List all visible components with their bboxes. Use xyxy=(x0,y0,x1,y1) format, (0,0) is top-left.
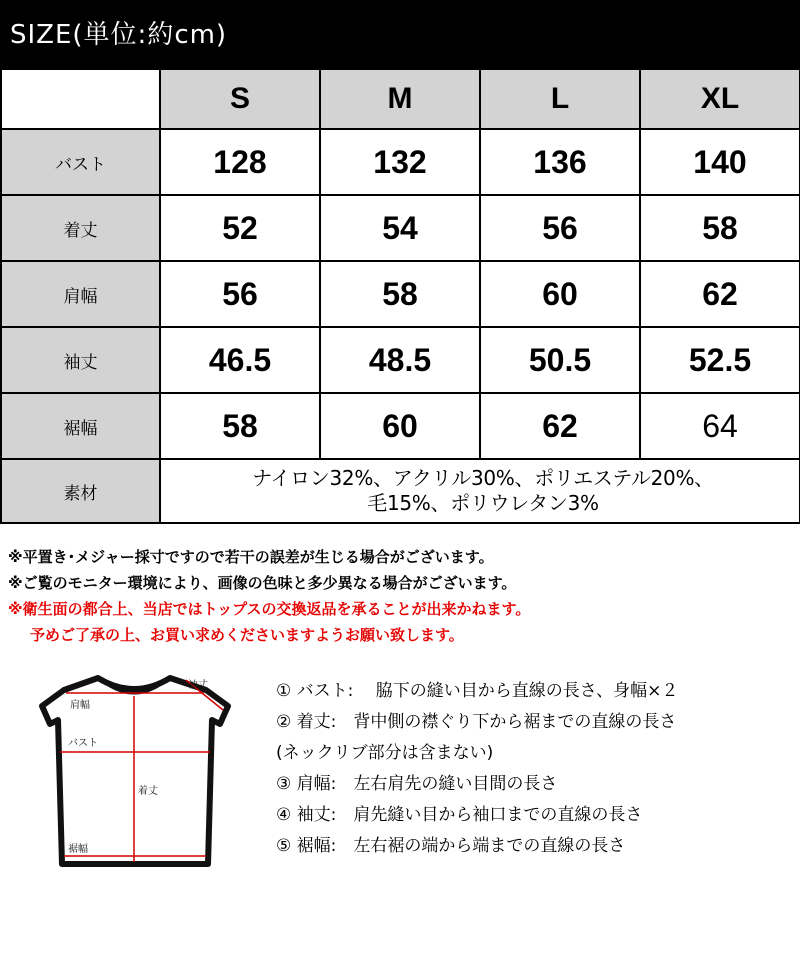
table-row-hem xyxy=(1,393,800,459)
material-cell xyxy=(160,459,800,523)
measurement-note: ※平置き･メジャー採寸ですので若干の誤差が生じる場合がございます。 xyxy=(8,548,494,566)
table-cell: 54 xyxy=(320,195,480,261)
table-cell: 136 xyxy=(480,129,640,195)
table-cell: 60 xyxy=(480,261,640,327)
table-corner-cell xyxy=(1,69,160,129)
size-header-m: M xyxy=(320,69,480,129)
return-warning-2: 予めご了承の上、お買い求めくださいますようお願い致します。 xyxy=(30,626,464,644)
table-cell: 52.5 xyxy=(640,327,800,393)
table-cell: 132 xyxy=(320,129,480,195)
size-header-xl: XL xyxy=(640,69,800,129)
table-row-bust xyxy=(1,129,800,195)
table-row-length xyxy=(1,195,800,261)
row-label: バスト xyxy=(1,129,160,195)
material-line: ナイロン32%、アクリル30%、ポリエステル20%、 xyxy=(252,466,714,490)
legend-item-length: ② 着丈: 背中側の襟ぐり下から裾までの直線の長さ xyxy=(276,712,677,732)
size-header-s: S xyxy=(160,69,320,129)
size-title: SIZE(単位:約cm) xyxy=(0,0,800,68)
table-cell: 58 xyxy=(160,393,320,459)
row-label: 袖丈 xyxy=(1,327,160,393)
notes xyxy=(8,544,798,648)
table-cell: 58 xyxy=(640,195,800,261)
monitor-note: ※ご覧のモニター環境により、画像の色味と多少異なる場合がございます。 xyxy=(8,574,517,592)
measurement-legend xyxy=(276,676,796,862)
label-bust: バスト xyxy=(68,738,98,749)
legend-item-sleeve: ④ 袖丈: 肩先縫い目から袖口までの直線の長さ xyxy=(276,805,643,825)
row-label: 裾幅 xyxy=(1,393,160,459)
material-line: 毛15%、ポリウレタン3% xyxy=(367,491,599,515)
table-cell: 46.5 xyxy=(160,327,320,393)
table-cell: 52 xyxy=(160,195,320,261)
legend-item-shoulder: ③ 肩幅: 左右肩先の縫い目間の長さ xyxy=(276,774,558,794)
row-label: 肩幅 xyxy=(1,261,160,327)
table-cell: 128 xyxy=(160,129,320,195)
table-row-material xyxy=(1,459,800,523)
table-cell: 62 xyxy=(640,261,800,327)
legend-item-hem: ⑤ 裾幅: 左右裾の端から端までの直線の長さ xyxy=(276,836,626,856)
table-cell: 60 xyxy=(320,393,480,459)
table-cell: 64 xyxy=(640,393,800,459)
tshirt-diagram xyxy=(10,660,255,875)
table-row-sleeve xyxy=(1,327,800,393)
label-sleeve: 袖丈 xyxy=(188,680,208,691)
legend-item-bust: ① バスト: 脇下の縫い目から直線の長さ、身幅×２ xyxy=(276,681,679,701)
table-cell: 56 xyxy=(160,261,320,327)
size-table xyxy=(0,68,800,524)
size-header-l: L xyxy=(480,69,640,129)
table-row-shoulder xyxy=(1,261,800,327)
label-hem: 裾幅 xyxy=(68,844,88,855)
label-length: 着丈 xyxy=(138,786,158,797)
legend-item-length-note: (ネックリブ部分は含まない) xyxy=(276,743,494,763)
table-cell: 140 xyxy=(640,129,800,195)
table-cell: 56 xyxy=(480,195,640,261)
table-cell: 48.5 xyxy=(320,327,480,393)
row-label: 素材 xyxy=(1,459,160,523)
table-cell: 58 xyxy=(320,261,480,327)
size-header-row xyxy=(1,69,800,129)
table-cell: 62 xyxy=(480,393,640,459)
label-shoulder: 肩幅 xyxy=(70,700,90,711)
table-cell: 50.5 xyxy=(480,327,640,393)
return-warning: ※衛生面の都合上、当店ではトップスの交換返品を承ることが出来かねます。 xyxy=(8,600,531,618)
row-label: 着丈 xyxy=(1,195,160,261)
